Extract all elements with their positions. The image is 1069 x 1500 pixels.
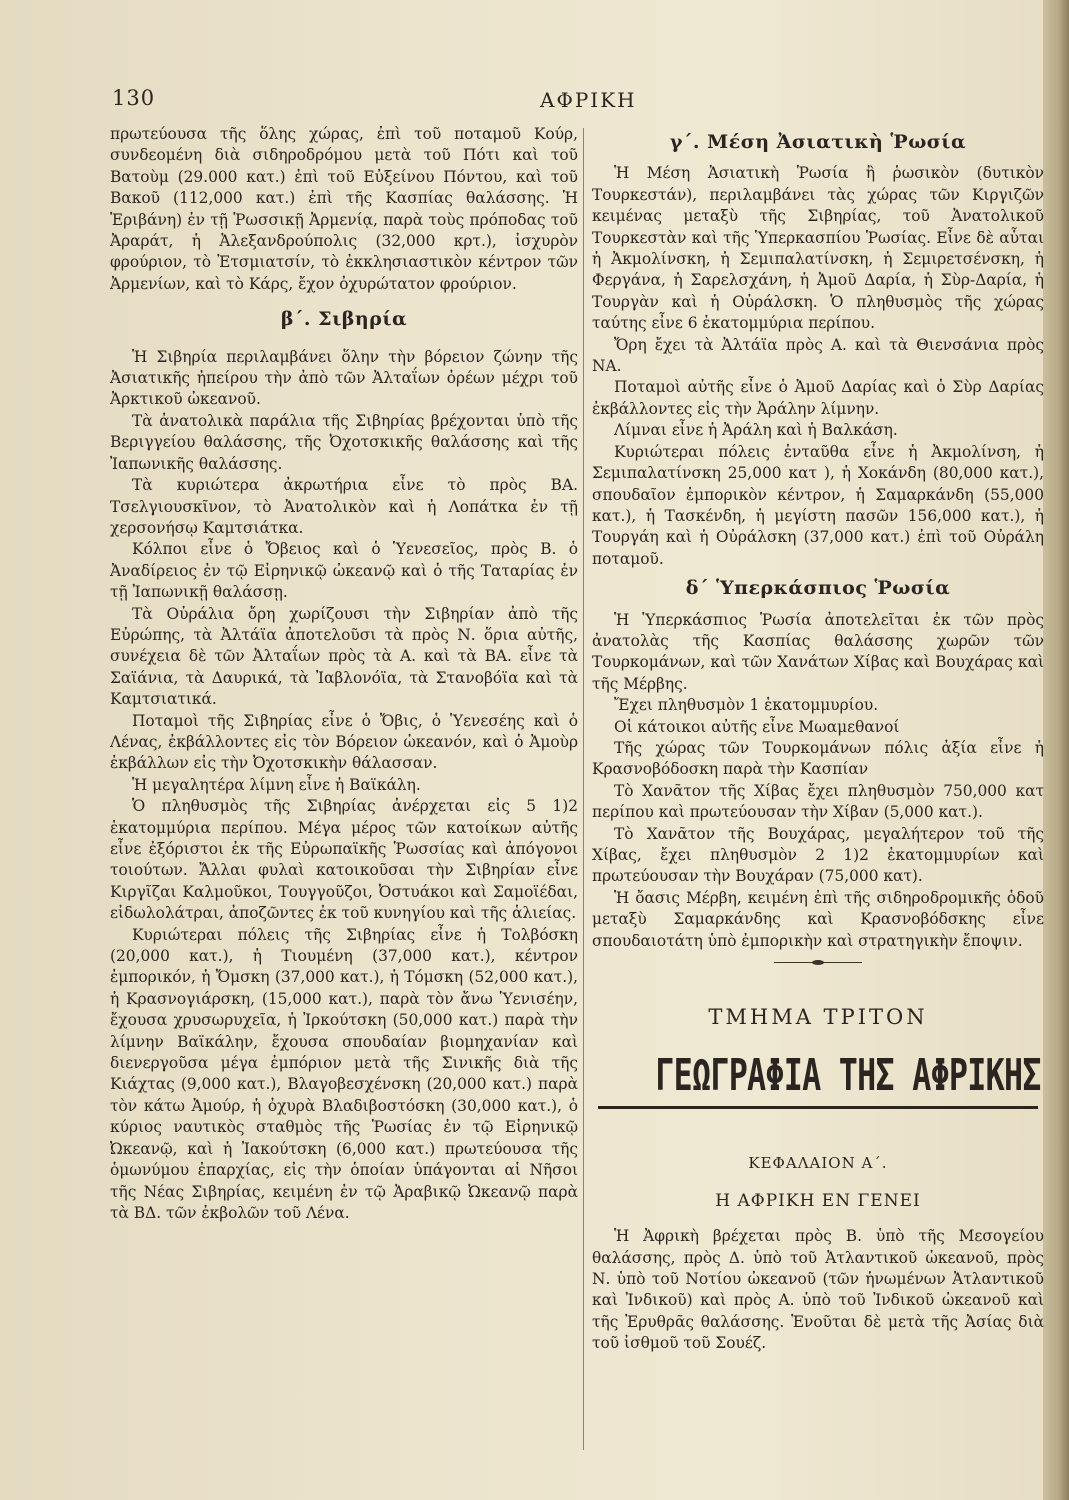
page-edge: [1043, 0, 1069, 1500]
paragraph: Τὰ ἀνατολικὰ παράλια τῆς Σιβηρίας βρέχονται ὑπὸ τῆς Βεριγγείου θαλάσσης, τῆς Ὀχοτσκικῆς θαλάσσης καὶ τῆς Ἰαπωνικῆς θαλάσσης.: [110, 411, 578, 473]
paragraph: Ὄρη ἔχει τὰ Ἀλτάϊα πρὸς Α. καὶ τὰ Θιενσάνια πρὸς ΝΑ.: [592, 335, 1044, 376]
paragraph: Ἡ Μέση Ἀσιατικὴ Ῥωσία ἢ ῥωσικὸν (δυτικὸν Τουρκεστάν), περιλαμβάνει τὰς χώρας τῶν Κιργιζῶν κειμένας μεταξὺ τῆς Σιβηρίας, τοῦ Ἀνατολικοῦ Τουρκεστὰν καὶ τῆς Ὑπερκασπίου Ῥωσίας. Εἶνε δὲ αὗται ἡ Ἀκμολίνσκη, ἡ Σεμιπαλατίνσκη, ἡ Σεμιρετσένσκη, ἡ Φεργάνα, ἡ Σαρελσχάνη, ἡ Ἀμοῦ Δαρία, ἡ Σὺρ-Δαρία, ἡ Τουργὰν καὶ ἡ Οὐράλσκη. Ὁ πληθυσμὸς τῆς χώρας ταύτης εἶνε 6 ἑκατομμύρια περίπου.: [592, 164, 1044, 333]
paragraph: Τὰ κυριώτερα ἀκρωτήρια εἶνε τὸ πρὸς ΒΑ. Τσελγιουσκῖνον, τὸ Ἀνατολικὸν καὶ ἡ Λοπάτκα ἐν τῇ χερσονήσῳ Καμτσιάτκα.: [110, 476, 578, 537]
paragraph: Τὰ Οὐράλια ὄρη χωρίζουσι τὴν Σιβηρίαν ἀπὸ τῆς Εὐρώπης, τὰ Ἀλτάϊα ἀποτελοῦσι τὰ πρὸς Ν. ὅρια αὐτῆς, συνέχεια δὲ τῶν Ἀλταΐων πρὸς τὰ Α. καὶ τὰ ΒΑ. εἶνε τὰ Σαϊάνια, τὰ Δαυρικά, τὰ Ἰαβλονόϊα, τὰ Στανοβόϊα καὶ τὰ Καμτσιατικά.: [110, 604, 578, 709]
paragraph: Ὁ πληθυσμὸς τῆς Σιβηρίας ἀνέρχεται εἰς 5 1)2 ἑκατομμύρια περίπου. Μέγα μέρος τῶν κατοίκων αὐτῆς εἶνε ἐξόριστοι ἐκ τῆς Εὐρωπαϊκῆς Ῥωσσίας καὶ ἀπόγονοι τοιούτων. Ἄλλαι φυλαὶ κατοικοῦσαι τὴν Σιβηρίαν εἶνε Κιργῖζαι Καλμοῦκοι, Τουγγοῦζοι, Ὀστυάκοι καὶ Σαμοϊέδαι, εἰδωλολάτραι, ἀποζῶντες ἐκ τοῦ κυνηγίου καὶ τῆς ἁλιείας.: [110, 797, 578, 923]
paragraph: Λίμναι εἶνε ἡ Ἀράλη καὶ ἡ Βαλκάση.: [614, 421, 898, 440]
chapter-title: Η ΑΦΡΙΚΗ ΕΝ ΓΕΝΕΙ: [715, 1190, 921, 1211]
chapter-label: ΚΕΦΑΛΑΙΟΝ Α΄.: [748, 1154, 888, 1173]
paragraph: Ἡ Σιβηρία περιλαμβάνει ὅλην τὴν βόρειον ζώνην τῆς Ἀσιατικῆς ἠπείρου τὴν ἀπὸ τῶν Ἀλταΐων ὀρέων μέχρι τοῦ Ἀρκτικοῦ ὠκεανοῦ.: [110, 347, 578, 409]
section-heading-central-asian-russia: γ΄. Μέση Ἀσιατικὴ Ῥωσία: [669, 131, 967, 153]
section-heading-siberia: β΄. Σιβηρία: [280, 308, 408, 331]
paragraph: Ἡ μεγαλητέρα λίμνη εἶνε ἡ Βαϊκάλη.: [132, 775, 421, 794]
page-number: 130: [112, 86, 156, 110]
paragraph: Κυριώτεραι πόλεις ἐνταῦθα εἶνε ἡ Ἀκμολίνση, ἡ Σεμιπαλατίνσκη 25,000 κατ ), ἡ Χοκάνδη (80,000 κατ.), σπουδαῖον ἐμπορικὸν κέντρον, ἡ Σαμαρκάνδη (55,000 κατ.), ἡ Τασκένδη, ἡ μεγίστη πασῶν 156,000 κατ.), ἡ Τουργάη καὶ ἡ Οὐράλσκη (37,000 κατ.) ἐπὶ τοῦ Οὐράλη ποταμοῦ.: [592, 442, 1044, 568]
paragraph: Ἡ Ἀφρικὴ βρέχεται πρὸς Β. ὑπὸ τῆς Μεσογείου θαλάσσης, πρὸς Δ. ὑπὸ τοῦ Ἀτλαντικοῦ ὠκεανοῦ, πρὸς Ν. ὑπὸ τοῦ Νοτίου ὠκεανοῦ (τῶν ἡνωμένων Ἀτλαντικοῦ καὶ Ἰνδικοῦ) καὶ πρὸς Α. ὑπὸ τοῦ Ἰνδικοῦ ὠκεανοῦ καὶ τῆς Ἐρυθρᾶς θαλάσσης. Ἑνοῦται δὲ μετὰ τῆς Ἀσίας διὰ τοῦ ἰσθμοῦ τοῦ Σουέζ.: [592, 1227, 1044, 1353]
section-heading-transcaspian-russia: δ΄ Ὑπερκάσπιος Ῥωσία: [685, 577, 951, 600]
paragraph: Οἱ κάτοικοι αὐτῆς εἶνε Μωαμεθανοί: [614, 717, 900, 736]
column-divider: [583, 128, 584, 1450]
ornament-divider: [592, 962, 1044, 963]
title-rule: [598, 1106, 1038, 1109]
paragraph: Ἔχει πληθυσμὸν 1 ἑκατομμυρίου.: [614, 696, 879, 715]
left-column: [110, 124, 578, 1224]
running-title: ΑΦΡΙΚΗ: [540, 88, 637, 112]
main-title: ΓΕΩΓΡΑΦΙΑ ΤΗΣ ΑΦΡΙΚΗΣ: [655, 1050, 1041, 1102]
paragraph: πρωτεύουσα τῆς ὅλης χώρας, ἐπὶ τοῦ ποταμοῦ Κούρ, συνδεομένη διὰ σιδηροδρόμου μετὰ τοῦ Πότι καὶ τοῦ Βατοὺμ (29.000 κατ.) ἐπὶ τοῦ Εὐξείνου Πόντου, καὶ τοῦ Βακοῦ (112,000 κατ.) ἐπὶ τῆς Κασπίας θαλάσσης. Ἡ Ἐριβάνη) ἐν τῇ Ῥωσσικῇ Ἀρμενίᾳ, παρὰ τοὺς πρόποδας τοῦ Ἀραράτ, ἡ Ἀλεξανδρούπολις (32,000 κρτ.), ἰσχυρὸν φρούριον, τὸ Ἐτσμιατσίν, τὸ ἐκκλησιαστικὸν κέντρον τῶν Ἀρμενίων, καὶ τὸ Κάρς, ἔχον ὀχυρώτατον φρούριον.: [110, 125, 578, 293]
paragraph: Τῆς χώρας τῶν Τουρκομάνων πόλις ἀξία εἶνε ἡ Κρασνοβόδοσκη παρὰ τὴν Κασπίαν: [592, 738, 1044, 779]
part-label: ΤΜΗΜΑ ΤΡΙΤΟΝ: [708, 1005, 928, 1030]
paragraph: Ἡ ὄασις Μέρβη, κειμένη ἐπὶ τῆς σιδηροδρομικῆς ὁδοῦ μεταξὺ Σαμαρκάνδης καὶ Κρασνοβόδσκης εἶνε σπουδαιοτάτη ὑπὸ ἐμπορικὴν καὶ στρατηγικὴν ἔποψιν.: [592, 888, 1044, 950]
paragraph: Κόλποι εἶνε ὁ Ὄβειος καὶ ὁ Ὑενεσεῖος, πρὸς Β. ὁ Ἀναδίρειος ἐν τῷ Εἰρηνικῷ ὠκεανῷ καὶ ὁ τῆς Ταταρίας ἐν τῇ Ἰαπωνικῇ θαλάσσῃ.: [110, 540, 578, 602]
paragraph: Τὸ Χανᾶτον τῆς Χίβας ἔχει πληθυσμὸν 750,000 κατ περίπου καὶ πρωτεύουσαν τὴν Χίβαν (5,000 κατ.).: [592, 781, 1044, 822]
paragraph: Ποταμοὶ αὐτῆς εἶνε ὁ Ἀμοῦ Δαρίας καὶ ὁ Σὺρ Δαρίας ἐκβάλλοντες εἰς τὴν Ἀράλην λίμνην.: [592, 378, 1044, 418]
right-column: [592, 124, 1044, 1355]
paragraph: Ἡ Ὑπερκάσπιος Ῥωσία ἀποτελεῖται ἐκ τῶν πρὸς ἀνατολὰς τῆς Κασπίας θαλάσσης χωρῶν τῶν Τουρκομάνων, καὶ τῶν Χανάτων Χίβας καὶ Βουχάρας καὶ τῆς Μέρβης.: [592, 610, 1044, 693]
paragraph: Ποταμοὶ τῆς Σιβηρίας εἶνε ὁ Ὄβις, ὁ Ὑενεσέης καὶ ὁ Λένας, ἐκβάλλοντες εἰς τὸν Βόρειον ὠκεανόν, καὶ ὁ Ἀμοὺρ ἐκβάλλων εἰς τὴν Ὀχοτσκικὴν θάλασσαν.: [110, 711, 578, 773]
paragraph: Τὸ Χανᾶτον τῆς Βουχάρας, μεγαλήτερον τοῦ τῆς Χίβας, ἔχει πληθυσμὸν 2 1)2 ἑκατομμυρίων καὶ πρωτεύουσαν τὴν Βουχάραν (75,000 κατ).: [592, 824, 1044, 886]
paragraph: Κυριώτεραι πόλεις τῆς Σιβηρίας εἶνε ἡ Τολβόσκη (20,000 κατ.), ἡ Τιουμένη (37,000 κατ.), κέντρον ἐμπορικόν, ἡ Ὄμσκη (37,000 κατ.), ἡ Τόμσκη (52,000 κατ.), ἡ Κρασνογιάρσκη, (15,000 κατ.), παρὰ τὸν ἄνω Ὑενισέην, ἔχουσα χρυσωρυχεῖα, ἡ Ἰρκούτσκη (50,000 κατ.) παρὰ τὴν λίμνην Βαϊκάλην, ἔχουσα σπουδαίαν βιομηχανίαν καὶ διενεργοῦσα μέγα ἐμπόριον μετὰ τῆς Σινικῆς διὰ τῆς Κιάχτας (9,000 κατ.), Βλαγοβεσχένσκη (20,000 κατ.) παρὰ τὸν κάτω Ἀμούρ, ἡ ὀχυρὰ Βλαδιβοστόσκη (30,000 κατ.), ὁ κύριος ναυτικὸς σταθμὸς τῆς Ῥωσίας ἐν τῷ Εἰρηνικῷ Ὠκεανῷ, καὶ ἡ Ἰακούτσκη (6,000 κατ.) πρωτεύουσα τῆς ὁμωνύμου ἐπαρχίας, εἰς τὴν ὁποίαν ὑπάγονται αἱ Νῆσοι τῆς Νέας Σιβηρίας, κειμένη ἐν τῷ Ἀραβικῷ Ὠκεανῷ παρὰ τὰ ΒΔ. τῶν ἐκβολῶν τοῦ Λένα.: [110, 925, 578, 1222]
